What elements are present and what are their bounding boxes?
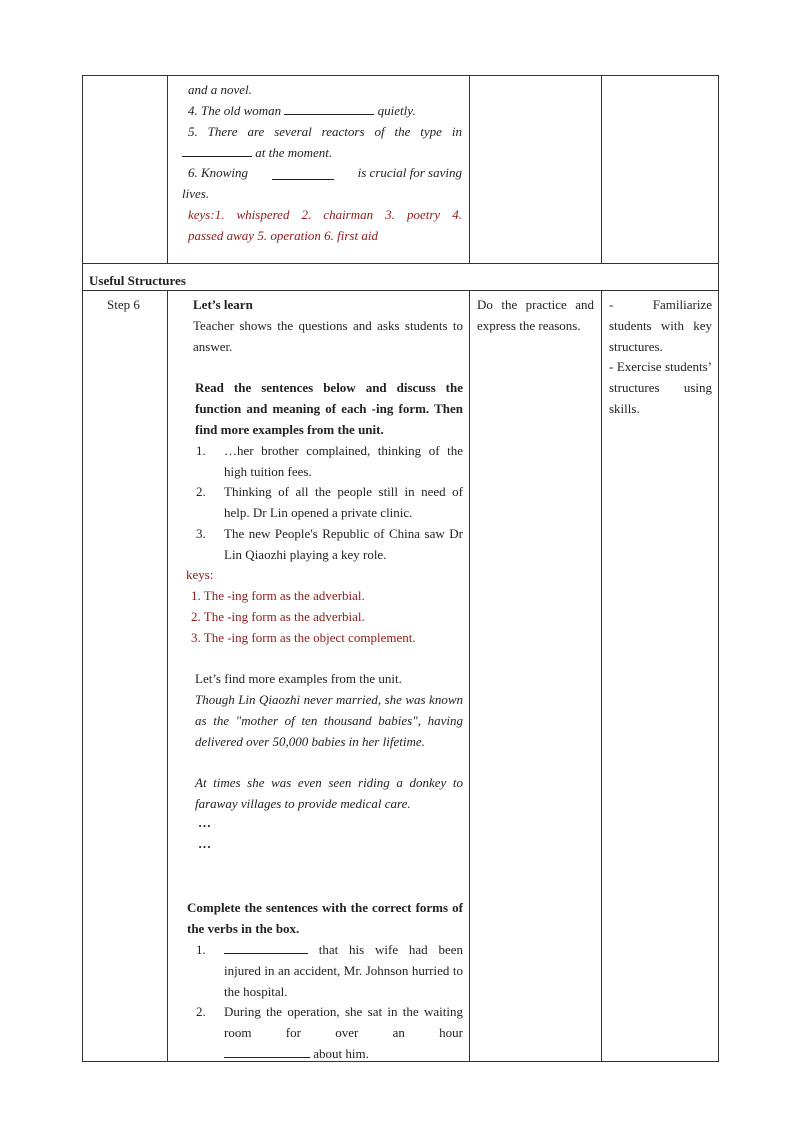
column-divider (167, 290, 168, 1061)
sentence-number: 1. (196, 443, 206, 458)
vocab-question-6: 6. Knowing is crucial for saving (188, 165, 462, 180)
unit-example: At times she was even seen riding a donkey to faraway villages to provide medical care. (195, 775, 463, 811)
answer-blank[interactable] (272, 165, 334, 180)
table-bottom-border (82, 1061, 719, 1062)
table-right-border (718, 75, 719, 1062)
key-item: 1. The -ing form as the adverbial. (191, 588, 365, 603)
answer-blank[interactable] (182, 142, 252, 157)
purpose-item: - Exercise students’ structures using skills. (609, 359, 712, 416)
ellipsis: … (198, 815, 211, 830)
sentence-item: …her brother complained, thinking of the high tuition fees. (224, 443, 463, 479)
column-divider (601, 75, 602, 263)
answer-blank[interactable] (224, 1043, 310, 1058)
column-divider (167, 75, 168, 263)
column-divider (469, 75, 470, 263)
table-top-border (82, 75, 719, 76)
completion-item: During the operation, she sat in the waiting room for over an hour (224, 1004, 463, 1040)
completion-item: that his wife had been injured in an accident, Mr. Johnson hurried to the hospital. (224, 939, 463, 1002)
vocab-question-4: 4. The old woman quietly. (188, 100, 416, 121)
unit-example: Though Lin Qiaozhi never married, she was known as the "mother of ten thousand babies", having delivered over 50,000 babies in her lifetime. (195, 692, 463, 749)
row-divider (82, 263, 719, 264)
vocab-question-6-cont: lives. (182, 186, 210, 201)
vocab-keys: keys:1. whispered 2. chairman 3. poetry 4. (188, 207, 462, 222)
key-item: 2. The -ing form as the adverbial. (191, 609, 365, 624)
column-divider (469, 290, 470, 1061)
vocab-keys-cont: passed away 5. operation 6. first aid (188, 228, 378, 243)
key-item: 3. The -ing form as the object complement. (191, 630, 416, 645)
answer-blank[interactable] (284, 100, 374, 115)
ellipsis: … (198, 836, 211, 851)
sentence-item: Thinking of all the people still in need of help. Dr Lin opened a private clinic. (224, 484, 463, 520)
task-instruction: Complete the sentences with the correct forms of the verbs in the box. (187, 900, 463, 936)
column-divider (601, 290, 602, 1061)
student-activity: Do the practice and express the reasons. (477, 297, 594, 333)
answer-blank[interactable] (224, 939, 308, 954)
sentence-number: 3. (196, 526, 206, 541)
sentence-number: 1. (196, 942, 206, 957)
keys-label: keys: (186, 567, 214, 582)
vocab-question-5: 5. There are several reactors of the type in (188, 124, 462, 139)
section-title: Useful Structures (89, 273, 186, 288)
step-heading: Let’s learn (193, 297, 253, 312)
sentence-item: The new People's Republic of China saw Dr Lin Qiaozhi playing a key role. (224, 526, 463, 562)
purpose-item: - Familiarize students with key structures. (609, 297, 712, 354)
step-label: Step 6 (107, 297, 140, 312)
task-instruction: Read the sentences below and discuss the function and meaning of each -ing form. Then find more examples from the unit. (195, 380, 463, 437)
more-examples-intro: Let’s find more examples from the unit. (195, 671, 402, 686)
vocab-question-5-cont: at the moment. (182, 142, 332, 163)
sentence-number: 2. (196, 1004, 206, 1019)
vocab-line: and a novel. (188, 82, 252, 97)
sentence-number: 2. (196, 484, 206, 499)
table-left-border (82, 75, 83, 1062)
completion-item-end: about him. (224, 1043, 369, 1064)
step-intro: Teacher shows the questions and asks students to answer. (193, 318, 463, 354)
